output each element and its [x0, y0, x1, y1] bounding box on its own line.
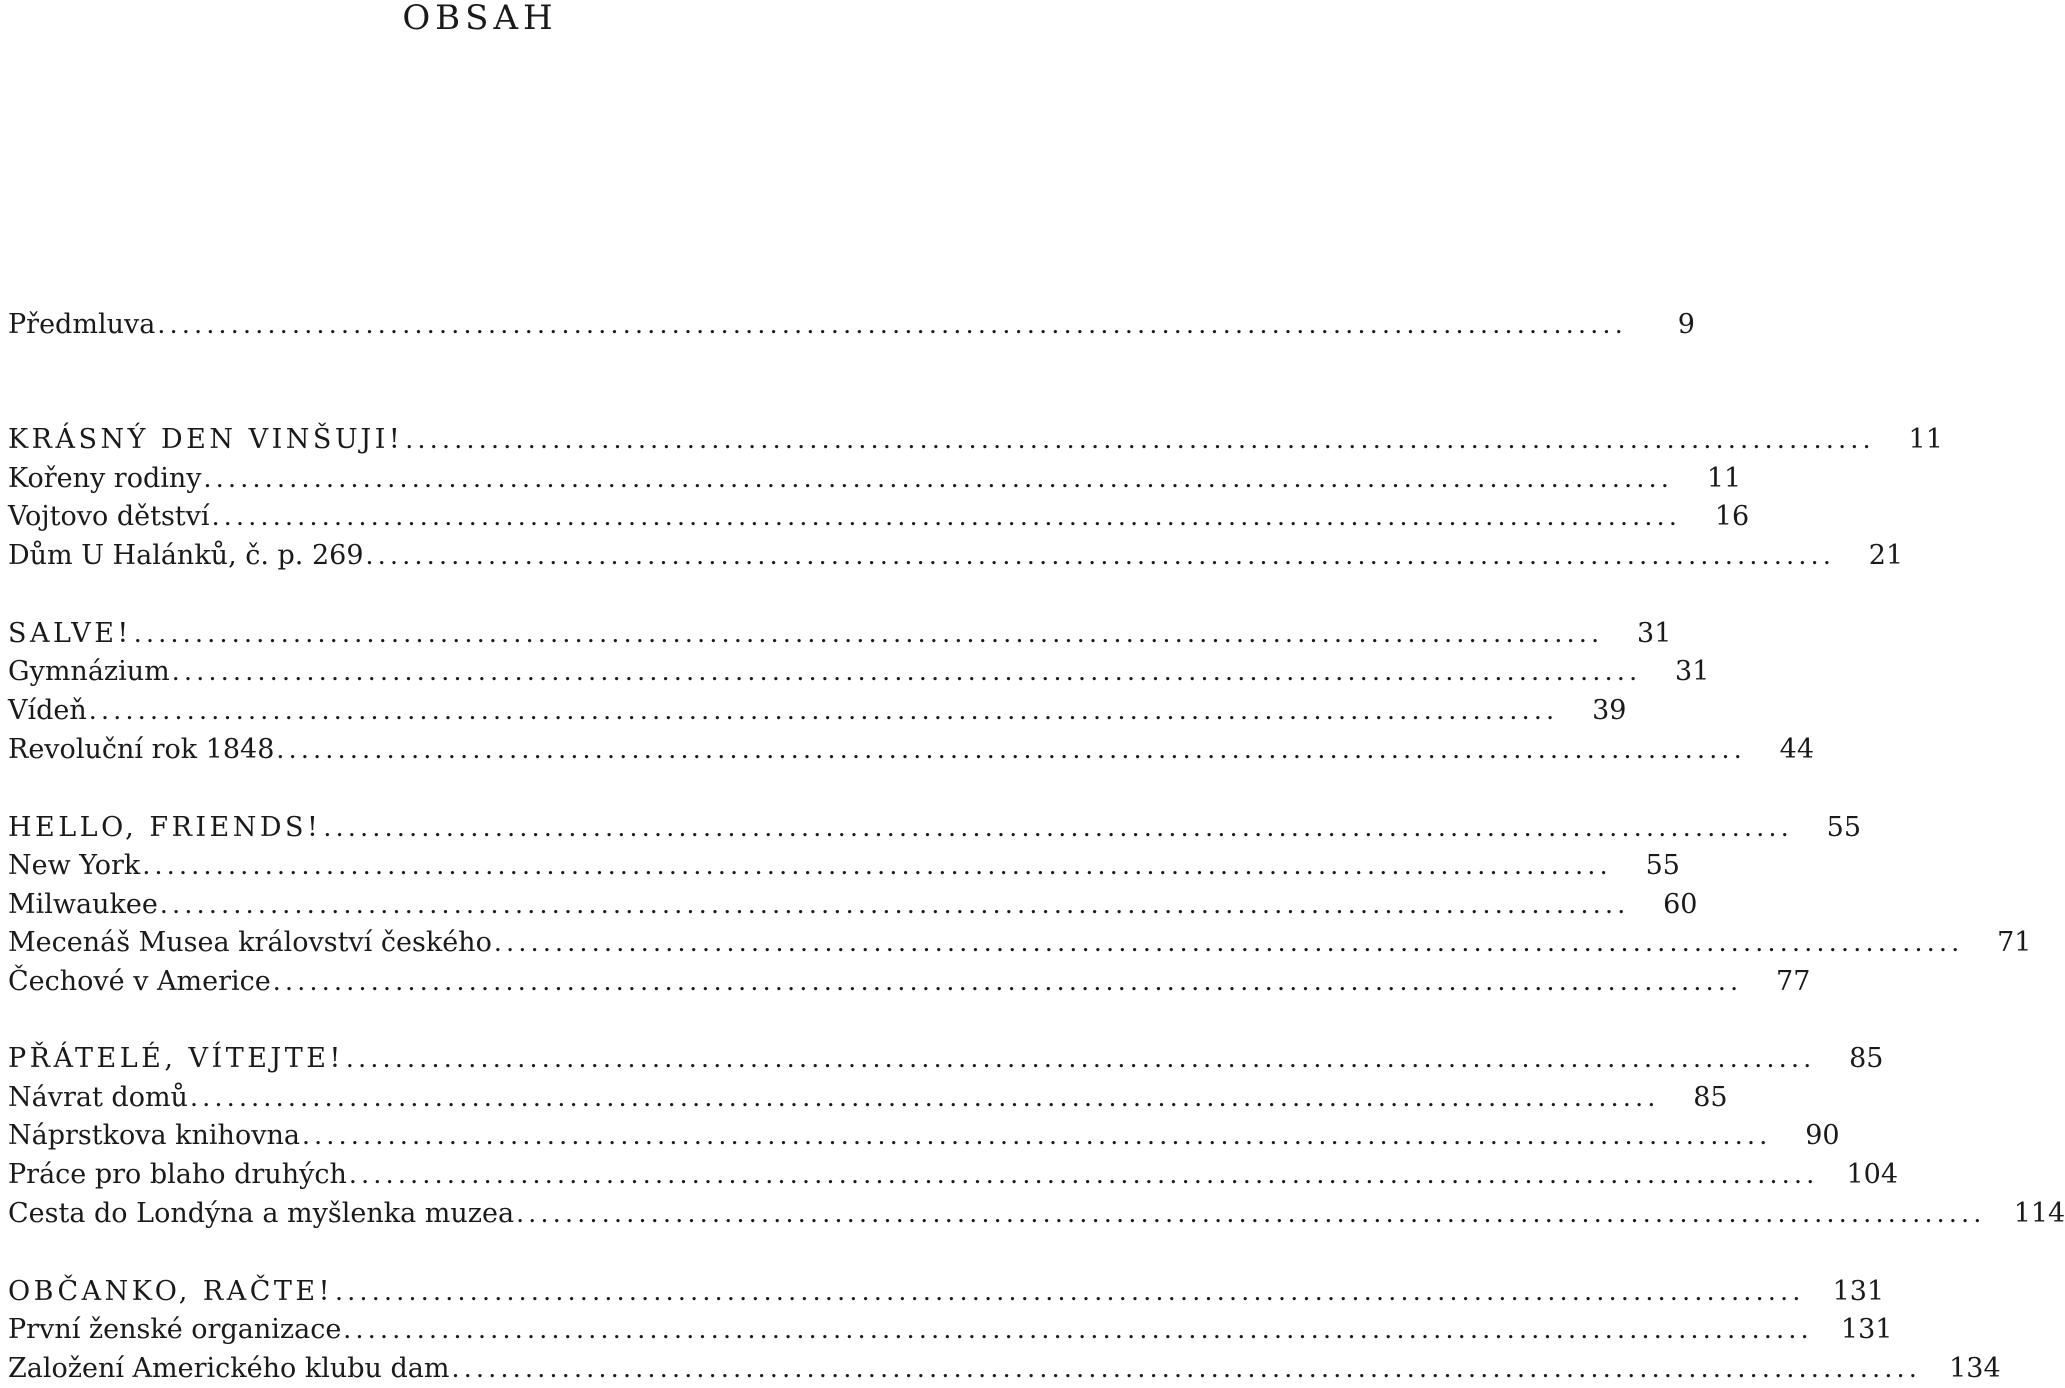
toc-entry: [8, 1156, 1899, 1194]
dot-leader: ........................................................................................................................: [189, 1083, 1660, 1112]
dot-leader: ........................................................................................................................: [323, 813, 1794, 842]
dot-leader: ........................................................................................................................: [157, 310, 1627, 339]
toc-page-number: 134: [1949, 1353, 2001, 1384]
toc-page-number: 131: [1832, 1276, 1885, 1307]
toc-chapter-title: Dům U Halánků, č. p. 269: [8, 540, 364, 571]
toc-entry: [8, 1040, 1884, 1078]
toc-chapter-title: Vídeň: [8, 695, 87, 726]
toc-page-number: 21: [1868, 540, 1904, 571]
toc-section-title: HELLO, FRIENDS!: [8, 812, 322, 843]
dot-leader: ........................................................................................................................: [171, 657, 1642, 686]
toc-chapter-title: Milwaukee: [8, 889, 158, 920]
dot-leader: ........................................................................................................................: [142, 851, 1612, 880]
toc-page-number: 104: [1846, 1159, 1899, 1190]
toc-entry: [8, 886, 1698, 924]
toc-entry: [8, 1195, 2065, 1233]
toc-chapter-title: Revoluční rok 1848: [8, 734, 275, 765]
toc-page-number: 90: [1805, 1120, 1840, 1151]
toc-page-number: 11: [1706, 463, 1742, 494]
dot-leader: ........................................................................................................................: [345, 1044, 1816, 1073]
toc-chapter-title: Práce pro blaho druhých: [8, 1159, 347, 1190]
toc-page-number: 60: [1663, 889, 1698, 920]
page-title: OBSAH: [402, 0, 558, 38]
toc-page-number: 11: [1908, 424, 1943, 455]
dot-leader: ........................................................................................................................: [272, 967, 1743, 996]
dot-leader: ........................................................................................................................: [365, 541, 1836, 570]
toc-chapter-title: Předmluva: [8, 309, 156, 340]
toc-chapter-title: Vojtovo dětství: [8, 501, 210, 532]
dot-leader: ........................................................................................................................: [343, 1315, 1813, 1344]
toc-entry: [8, 537, 1904, 575]
dot-leader: ........................................................................................................................: [516, 1199, 1986, 1228]
dot-leader: ........................................................................................................................: [276, 735, 1747, 764]
toc-page-number: 9: [1677, 309, 1695, 340]
toc-page-number: 77: [1776, 966, 1811, 997]
toc-page-number: 55: [1645, 850, 1680, 881]
dot-leader: ........................................................................................................................: [88, 696, 1559, 725]
toc-chapter-title: Čechové v Americe: [8, 966, 271, 997]
toc-page-number: 85: [1693, 1082, 1728, 1113]
toc-entry: [8, 847, 1680, 885]
dot-leader: ........................................................................................................................: [133, 619, 1604, 648]
toc-chapter-title: První ženské organizace: [8, 1314, 342, 1345]
toc-chapter-title: Mecenáš Musea království českého: [8, 927, 492, 958]
toc-page-number: 31: [1675, 656, 1710, 687]
toc-entry: [8, 809, 1862, 847]
toc-entry: [8, 615, 1672, 653]
toc-chapter-title: Založení Amerického klubu dam: [8, 1353, 450, 1384]
toc-entry: [8, 1079, 1728, 1117]
dot-leader: ........................................................................................................................: [211, 502, 1682, 531]
toc-chapter-title: New York: [8, 850, 141, 881]
toc-page-number: 85: [1849, 1043, 1884, 1074]
toc-entry: [8, 692, 1627, 730]
toc-chapter-title: Návrat domů: [8, 1082, 188, 1113]
toc-entry: [8, 1350, 2001, 1388]
dot-leader: ........................................................................................................................: [159, 890, 1630, 919]
toc-page-number: 16: [1714, 501, 1750, 532]
toc-chapter-title: Cesta do Londýna a myšlenka muzea: [8, 1198, 515, 1229]
dot-leader: ........................................................................................................................: [451, 1354, 1922, 1383]
toc-entry: [8, 498, 1750, 536]
dot-leader: ........................................................................................................................: [405, 425, 1875, 454]
toc-chapter-title: Gymnázium: [8, 656, 170, 687]
toc-page-number: 131: [1840, 1314, 1893, 1345]
dot-leader: ........................................................................................................................: [203, 464, 1674, 493]
toc-entry: [8, 306, 1695, 344]
toc-page-number: 114: [2013, 1198, 2065, 1229]
toc-page-number: 44: [1779, 734, 1815, 765]
toc-entry: [8, 963, 1811, 1001]
toc-chapter-title: Náprstkova knihovna: [8, 1120, 300, 1151]
toc-section-title: PŘÁTELÉ, VÍTEJTE!: [8, 1043, 344, 1074]
dot-leader: ........................................................................................................................: [348, 1160, 1819, 1189]
toc-chapter-title: Kořeny rodiny: [8, 463, 202, 494]
toc-entry: [8, 731, 1815, 769]
toc-page-number: 55: [1826, 812, 1862, 843]
toc-page-number: 39: [1592, 695, 1627, 726]
toc-page-number: 31: [1637, 618, 1672, 649]
toc-entry: [8, 1273, 1885, 1311]
toc-entry: [8, 924, 2032, 962]
toc-entry: [8, 653, 1710, 691]
toc-section-title: SALVE!: [8, 618, 132, 649]
toc-entry: [8, 1311, 1893, 1349]
toc-section-title: OBČANKO, RAČTE!: [8, 1276, 333, 1307]
dot-leader: ........................................................................................................................: [301, 1121, 1772, 1150]
toc-entry: [8, 460, 1742, 498]
toc-page-number: 71: [1997, 927, 2032, 958]
table-of-contents: [8, 0, 2065, 1384]
dot-leader: ........................................................................................................................: [493, 928, 1964, 957]
dot-leader: ........................................................................................................................: [334, 1277, 1805, 1306]
toc-entry: [8, 421, 1943, 459]
toc-entry: [8, 1117, 1840, 1155]
toc-section-title: KRÁSNÝ DEN VINŠUJI!: [8, 424, 404, 455]
